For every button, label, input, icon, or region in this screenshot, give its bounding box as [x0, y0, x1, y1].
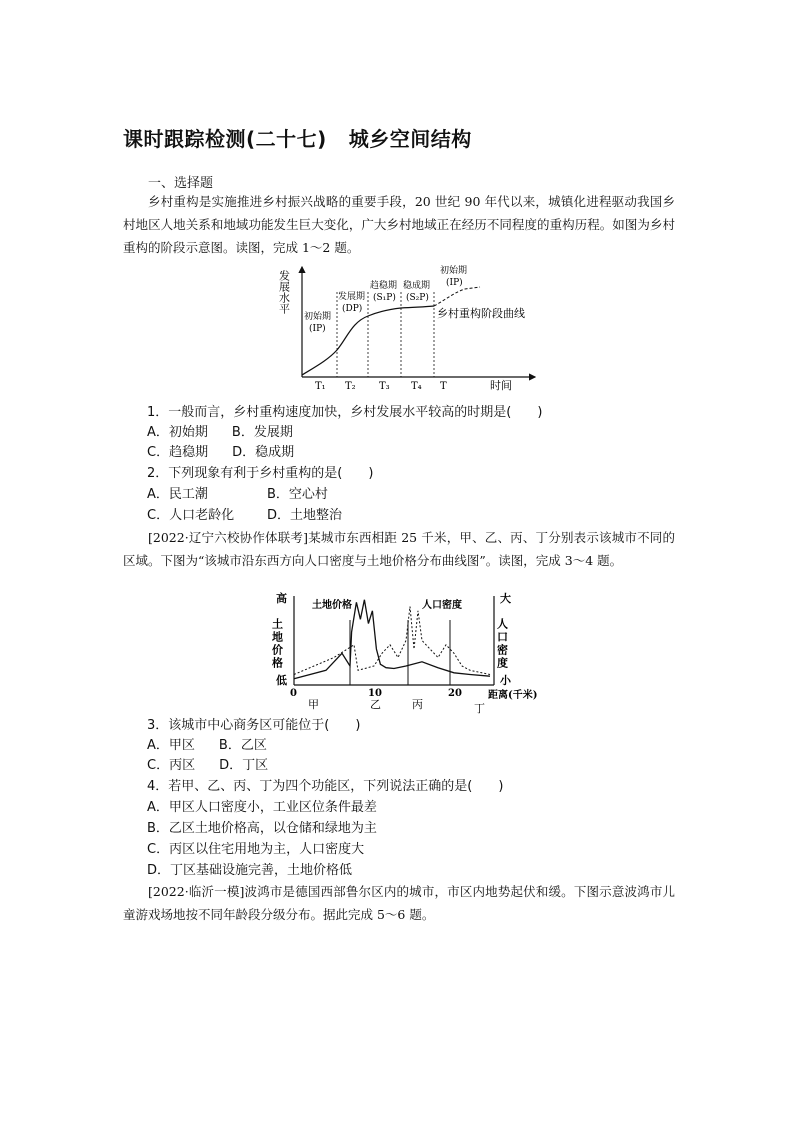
q3-option-c: C．丙区	[147, 758, 196, 773]
zone-yi: 乙	[370, 698, 381, 711]
stage-5-abbr: (IP)	[446, 278, 463, 288]
question-3-options-row-2	[147, 756, 268, 776]
q4-option-a: A．甲区人口密度小，工业区位条件最差	[147, 800, 377, 815]
title-main: 课时跟踪检测(二十七)	[123, 127, 327, 151]
section-label: 一、选择题	[148, 176, 214, 191]
left-axis-bottom: 低	[276, 674, 287, 687]
figure-land-price-population	[272, 590, 562, 715]
question-1-options-row-1	[147, 423, 293, 443]
x-tick-t: T	[440, 381, 447, 392]
land-price-label: 土地价格	[312, 600, 352, 611]
pop-density-label: 人口密度	[422, 600, 462, 611]
page-title	[123, 123, 472, 152]
x-axis-label: 时间	[490, 379, 512, 392]
x-tick-t1: T₁	[315, 381, 326, 392]
stage-1-name: 初始期	[304, 312, 332, 322]
left-axis-label: 土地价格	[270, 618, 284, 670]
passage-2-text: 某城市东西相距 25 千米，甲、乙、丙、丁分别表示该城市不同的区域。下图为“该城市沿东西方向人口密度与土地价格分布曲线图”。读图，完成 3～4 题。	[123, 530, 676, 568]
x-tick-20: 20	[448, 688, 462, 699]
q2-option-c: C．人口老龄化	[147, 508, 235, 523]
q2-option-b: B．空心村	[267, 487, 328, 502]
question-2-options-row-2	[147, 506, 342, 526]
right-axis-label: 人口密度	[495, 618, 509, 670]
left-axis-top: 高	[276, 592, 287, 605]
y-axis-label: 发展水平	[277, 270, 291, 314]
zone-bing: 丙	[412, 698, 423, 711]
stage-4-abbr: (S₂P)	[406, 293, 429, 303]
q4-option-d: D．丁区基础设施完善，土地价格低	[147, 863, 353, 878]
q3-option-a: A．甲区	[147, 738, 195, 753]
stage-3-abbr: (S₁P)	[373, 293, 396, 303]
title-sub: 城乡空间结构	[348, 127, 472, 151]
question-3-options-row-1	[147, 736, 267, 756]
q4-option-b: B．乙区土地价格高，以仓储和绿地为主	[147, 821, 377, 836]
q2-option-d: D．土地整治	[267, 508, 343, 523]
series-line-population-density	[294, 607, 490, 675]
stage-4-name: 稳成期	[403, 281, 431, 291]
q1-option-a: A．初始期	[147, 425, 208, 440]
q2-option-a: A．民工潮	[147, 487, 208, 502]
x-tick-t4: T₄	[411, 381, 422, 392]
q1-option-c: C．趋稳期	[147, 445, 209, 460]
q3-option-d: D．丁区	[219, 758, 269, 773]
q3-option-b: B．乙区	[218, 738, 267, 753]
x-axis-label: 距离(千米)	[488, 690, 538, 701]
curve-label: 乡村重构阶段曲线	[437, 307, 525, 320]
question-1: 1．一般而言，乡村重构速度加快，乡村发展水平较高的时期是( )	[147, 405, 543, 420]
q4-option-c: C．丙区以住宅用地为主，人口密度大	[147, 842, 365, 857]
right-axis-top: 大	[500, 592, 511, 605]
stage-2-abbr: (DP)	[342, 304, 363, 314]
question-3: 3．该城市中心商务区可能位于( )	[147, 718, 361, 733]
q1-option-d: D．稳成期	[232, 445, 295, 460]
passage-3-source: [2022·临沂一模]	[148, 884, 245, 899]
question-1-options-row-2	[147, 443, 294, 463]
passage-3-text: 波鸿市是德国西部鲁尔区内的城市，市区内地势起伏和缓。下图示意波鸿市儿童游戏场地按不同年龄段分级分布。据此完成 5～6 题。	[123, 884, 675, 922]
passage-3	[123, 880, 675, 926]
stage-2-name: 发展期	[338, 292, 366, 302]
passage-2	[123, 526, 675, 572]
stage-1-abbr: (IP)	[309, 324, 326, 334]
passage-1: 乡村重构是实施推进乡村振兴战略的重要手段，20 世纪 90 年代以来，城镇化进程驱动我国乡村地区人地关系和地域功能发生巨大变化，广大乡村地域正在经历不同程度的重构历程。如图为乡村重构的阶段示意图。读图，完成 1～2 题。	[123, 194, 675, 255]
figure-rural-restructuring	[277, 262, 540, 392]
x-tick-t2: T₂	[345, 381, 356, 392]
q1-option-b: B．发展期	[231, 425, 293, 440]
question-2-options-row-1	[147, 485, 328, 505]
zone-ding: 丁	[474, 702, 485, 715]
question-4: 4．若甲、乙、丙、丁为四个功能区，下列说法正确的是( )	[147, 779, 504, 794]
x-tick-t3: T₃	[379, 381, 390, 392]
stage-3-name: 趋稳期	[370, 281, 398, 291]
right-axis-bottom: 小	[500, 674, 511, 687]
x-tick-0: 0	[290, 688, 297, 699]
zone-jia: 甲	[308, 698, 319, 711]
question-2: 2．下列现象有利于乡村重构的是( )	[147, 466, 374, 481]
passage-2-source: [2022·辽宁六校协作体联考]	[148, 530, 308, 545]
restructuring-curve-next	[434, 287, 480, 306]
series-line-land-price	[294, 600, 490, 679]
x-tick-10: 10	[368, 688, 382, 699]
stage-5-name: 初始期	[440, 266, 468, 276]
